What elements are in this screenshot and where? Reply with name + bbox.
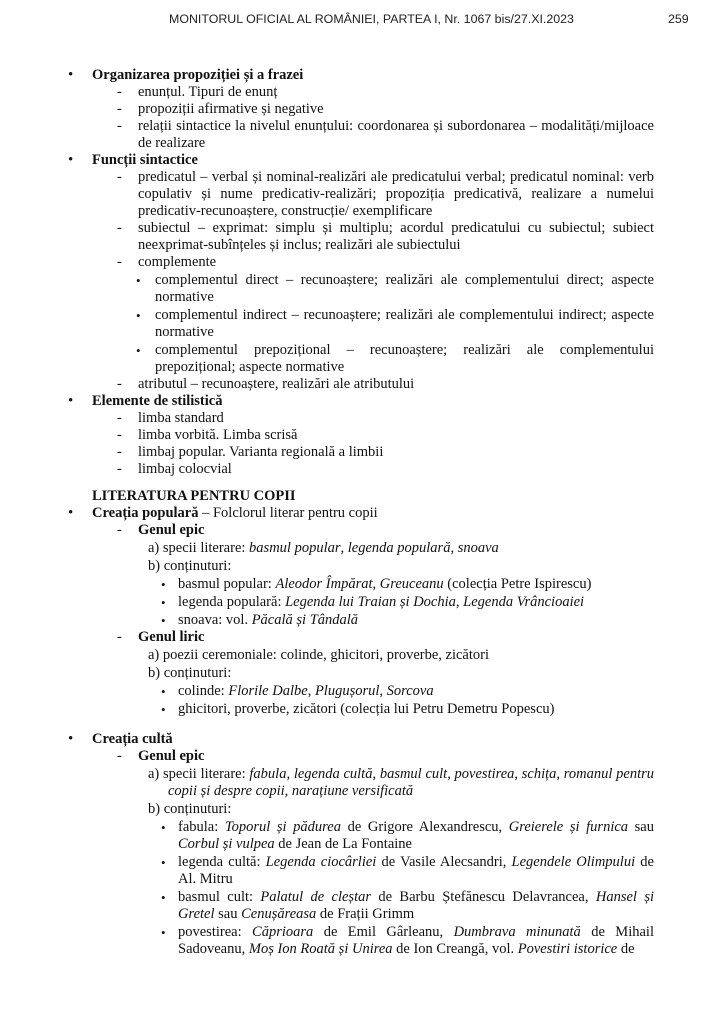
dash-item — [0, 101, 654, 118]
dash-marker-icon: - — [117, 254, 122, 270]
text: basmul cult: — [178, 889, 261, 905]
list-line — [0, 665, 654, 682]
text: predicatul – verbal și nominal-realizări ale predicatului verbal; predicatul nominal: verb copulativ și nume predicativ-realizări; propoziția predicativă, realizare a numelui predicativ-recunoaștere, construcție/ exemplificare — [138, 169, 654, 219]
dash-marker-icon: - — [117, 101, 122, 117]
text: legenda cultă: — [178, 854, 266, 870]
bold-text: LITERATURA PENTRU COPII — [92, 488, 296, 504]
text: (colecția Petre Ispirescu) — [443, 576, 592, 592]
text: de Vasile Alecsandri, — [376, 854, 512, 870]
dash-item — [0, 376, 654, 393]
text: ghicitori, proverbe, zicători (colecția lui Petru Demetru Popescu) — [178, 701, 555, 717]
sub-bullet-item — [0, 272, 654, 306]
italic-title: Povestiri istorice — [517, 941, 618, 957]
dash-marker-icon: - — [117, 629, 122, 645]
text: de Al. Mitru — [178, 854, 654, 887]
dash-marker-icon: - — [117, 220, 122, 236]
sub-bullet-item — [0, 576, 654, 593]
text: b) conținuturi: — [148, 665, 232, 681]
text: de Mihail Sadoveanu, — [178, 924, 654, 957]
section-bullet — [0, 393, 654, 410]
bold-text: Funcții sintactice — [92, 152, 198, 168]
bullet-icon: • — [161, 925, 166, 940]
sub-bullet-item — [0, 307, 654, 341]
dash-marker-icon: - — [117, 427, 122, 443]
bullet-icon: • — [161, 613, 166, 628]
text: limba vorbită. Limba scrisă — [138, 427, 298, 443]
bold-text: Creația cultă — [92, 731, 173, 747]
bullet-icon: • — [161, 577, 166, 592]
text: limba standard — [138, 410, 224, 426]
bold-text: Genul epic — [138, 748, 205, 764]
italic-title: Legenda lui Traian și Dochia — [285, 594, 456, 610]
list-line — [0, 540, 654, 557]
text: limbaj colocvial — [138, 461, 232, 477]
text: de Ion Creangă, vol. — [392, 941, 518, 957]
text: snoava: vol. — [178, 612, 252, 628]
bullet-icon: • — [68, 67, 74, 83]
dash-item — [0, 118, 654, 152]
section-bullet — [0, 731, 654, 748]
dash-item — [0, 444, 654, 461]
text: de Emil Gârleanu, — [313, 924, 454, 940]
dash-item — [0, 522, 654, 539]
sub-bullet-item — [0, 889, 654, 923]
dash-marker-icon: - — [117, 84, 122, 100]
italic-title: snoava — [457, 540, 499, 556]
sub-bullet-item — [0, 819, 654, 853]
text: , — [307, 683, 315, 699]
bullet-icon: • — [136, 273, 141, 288]
bullet-icon: • — [68, 152, 74, 168]
italic-title: Florile Dalbe — [228, 683, 308, 699]
bold-text: Creația populară — [92, 505, 199, 521]
text: sau — [214, 906, 242, 922]
italic-title: Aleodor Împărat — [275, 576, 373, 592]
sub-bullet-item — [0, 594, 654, 611]
sub-bullet-item — [0, 701, 654, 718]
sub-bullet-item — [0, 854, 654, 888]
italic-title: basmul popular — [249, 540, 341, 556]
italic-title: Cenușăreasa — [241, 906, 317, 922]
text: a) specii literare: — [148, 540, 250, 556]
italic-title: Moș Ion Roată și Unirea — [248, 941, 393, 957]
dash-marker-icon: - — [117, 522, 122, 538]
text: legenda populară: — [178, 594, 286, 610]
italic-title: Greuceanu — [379, 576, 444, 592]
dash-item — [0, 169, 654, 220]
text: b) conținuturi: — [148, 558, 232, 574]
text: , — [455, 594, 464, 610]
text: de Frații Grimm — [316, 906, 415, 922]
dash-item — [0, 220, 654, 254]
italic-title: Greierele și furnica — [508, 819, 629, 835]
document-body — [0, 67, 654, 958]
text: colinde: — [178, 683, 229, 699]
text: atributul – recunoaștere, realizări ale atributului — [138, 376, 415, 392]
sub-bullet-item — [0, 924, 654, 958]
text: fabula: — [178, 819, 225, 835]
bullet-icon: • — [161, 820, 166, 835]
text: , — [340, 540, 348, 556]
dash-marker-icon: - — [117, 444, 122, 460]
section-bullet — [0, 505, 654, 522]
text: de Barbu Ștefănescu Delavrancea, — [371, 889, 596, 905]
text: povestirea: — [178, 924, 253, 940]
text: , — [372, 576, 380, 592]
text: limbaj popular. Varianta regională a limbii — [138, 444, 384, 460]
list-line — [0, 647, 654, 664]
italic-title: Păcală și Tândală — [251, 612, 359, 628]
text: , — [379, 683, 387, 699]
text: complementul prepozițional – recunoaștere; realizări ale complementului prepozițional; aspecte normative — [155, 342, 654, 375]
dash-item — [0, 461, 654, 478]
bullet-icon: • — [68, 731, 74, 747]
dash-marker-icon: - — [117, 376, 122, 392]
text: de Jean de La Fontaine — [274, 836, 412, 852]
text: complementul indirect – recunoaștere; realizări ale complementului indirect; aspecte normative — [155, 307, 654, 340]
bold-text: Elemente de stilistică — [92, 393, 223, 409]
text: enunțul. Tipuri de enunț — [138, 84, 278, 100]
text: subiectul – exprimat: simplu și multiplu; acordul predicatului cu subiectul; subiect neexprimat-subînțeles și inclus; realizări ale subiectului — [138, 220, 654, 253]
italic-title: Plugușorul — [314, 683, 380, 699]
bold-text: Genul epic — [138, 522, 205, 538]
text: relații sintactice la nivelul enunțului: coordonarea și subordonarea – modalități/mijloace de realizare — [138, 118, 654, 151]
sub-bullet-item — [0, 612, 654, 629]
dash-marker-icon: - — [117, 410, 122, 426]
text: , — [450, 540, 458, 556]
text: complementul direct – recunoaștere; realizări ale complementului direct; aspecte normative — [155, 272, 654, 305]
italic-title: Căprioara — [252, 924, 314, 940]
text: basmul popular: — [178, 576, 276, 592]
bold-text: Organizarea propoziției și a frazei — [92, 67, 304, 83]
list-line — [0, 766, 654, 800]
text: b) conținuturi: — [148, 801, 232, 817]
text: a) poezii ceremoniale: colinde, ghicitori, proverbe, zicători — [148, 647, 489, 663]
text: propoziții afirmative și negative — [138, 101, 324, 117]
bullet-icon: • — [136, 308, 141, 323]
dash-marker-icon: - — [117, 748, 122, 764]
dash-item — [0, 410, 654, 427]
sub-bullet-item — [0, 683, 654, 700]
text: – Folclorul literar pentru copii — [198, 505, 378, 521]
italic-title: Legenda Vrâncioaiei — [463, 594, 585, 610]
dash-item — [0, 629, 654, 646]
bullet-icon: • — [161, 702, 166, 717]
bullet-icon: • — [68, 505, 74, 521]
dash-marker-icon: - — [117, 461, 122, 477]
text: a) specii literare: — [148, 766, 250, 782]
bullet-icon: • — [161, 595, 166, 610]
bold-text: Genul liric — [138, 629, 205, 645]
bullet-icon: • — [68, 393, 74, 409]
section-bullet — [0, 67, 654, 84]
bullet-icon: • — [161, 890, 166, 905]
italic-title: Legenda ciocârliei — [265, 854, 377, 870]
text: complemente — [138, 254, 217, 270]
italic-title: Palatul de cleștar — [260, 889, 371, 905]
bullet-icon: • — [161, 855, 166, 870]
italic-title: legenda populară — [347, 540, 451, 556]
dash-item — [0, 84, 654, 101]
bullet-icon: • — [136, 343, 141, 358]
page-number: 259 — [668, 12, 689, 26]
text: sau — [628, 819, 654, 835]
section-bullet — [0, 152, 654, 169]
italic-title: Hansel și Gretel — [178, 889, 654, 922]
dash-marker-icon: - — [117, 118, 122, 134]
italic-title: fabula, legenda cultă, basmul cult, povestirea, schița, romanul pentru copii și despre copii, narațiune versificată — [168, 766, 654, 799]
publication-title: MONITORUL OFICIAL AL ROMÂNIEI, PARTEA I, Nr. 1067 bis/27.XI.2023 — [169, 12, 574, 26]
bullet-icon: • — [161, 684, 166, 699]
dash-item — [0, 748, 654, 765]
list-line — [0, 558, 654, 575]
list-line — [0, 801, 654, 818]
dash-item — [0, 254, 654, 271]
sub-bullet-item — [0, 342, 654, 376]
italic-title: Legendele Olimpului — [511, 854, 636, 870]
section-heading — [0, 488, 654, 505]
text: de Grigore Alexandrescu, — [340, 819, 509, 835]
dash-marker-icon: - — [117, 169, 122, 185]
italic-title: Sorcova — [386, 683, 434, 699]
italic-title: Corbul și vulpea — [178, 836, 275, 852]
text: de — [617, 941, 635, 957]
dash-item — [0, 427, 654, 444]
italic-title: Toporul și pădurea — [224, 819, 341, 835]
italic-title: Dumbrava minunată — [453, 924, 581, 940]
